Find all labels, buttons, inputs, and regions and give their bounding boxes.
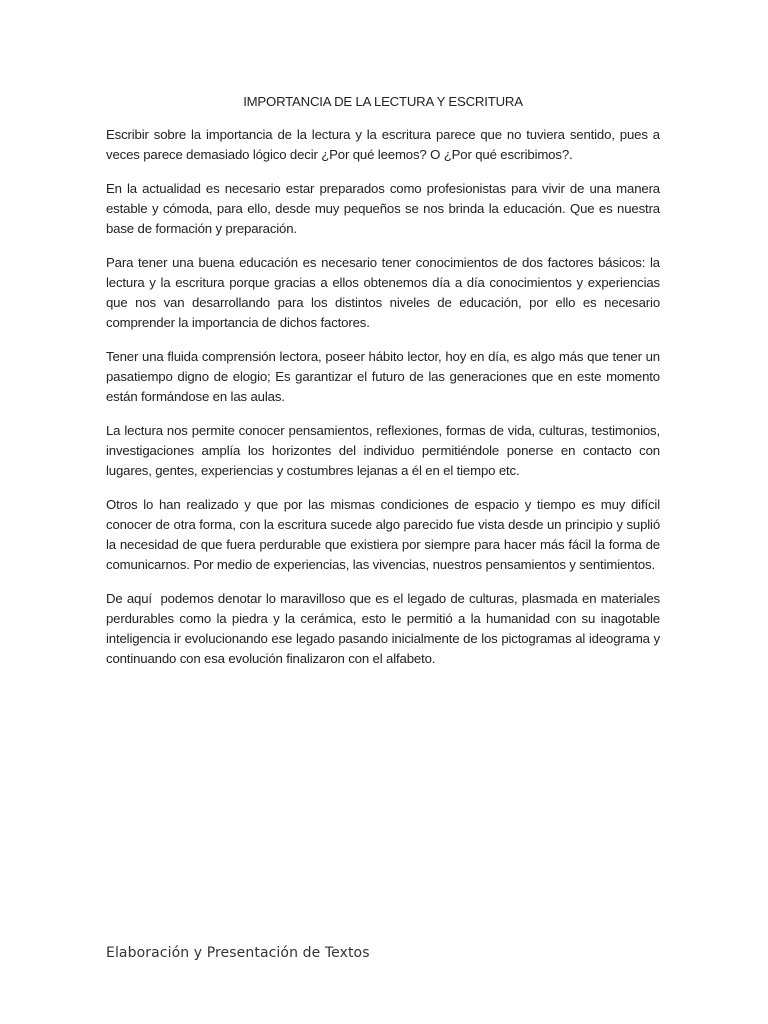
paragraph-7: De aquí podemos denotar lo maravilloso que es el legado de culturas, plasmada en materiales perdurables como la piedra y la cerámica, esto le permitió a la humanidad con su inagotable inteligencia ir evolucionando ese legado pasando inicialmente de los pictogramas al ideograma y continuando con esa evolución finalizaron con el alfabeto.: [106, 591, 664, 666]
paragraph-6: Otros lo han realizado y que por las mismas condiciones de espacio y tiempo es muy difícil conocer de otra forma, con la escritura sucede algo parecido fue vista desde un principio y suplió la necesidad de que fuera perdurable que existiera por siempre para hacer más fácil la forma de comunicarnos. Por medio de experiencias, las vivencias, nuestros pensamientos y sentimientos.: [106, 497, 660, 572]
paragraph-4: Tener una fluida comprensión lectora, poseer hábito lector, hoy en día, es algo más que tener un pasatiempo digno de elogio; Es garantizar el futuro de las generaciones que en este momento están formándose en las aulas.: [106, 349, 660, 404]
paragraph-1: Escribir sobre la importancia de la lectura y la escritura parece que no tuviera sentido, pues a veces parece demasiado lógico decir ¿Por qué leemos? O ¿Por qué escribimos?.: [106, 127, 660, 162]
page-footer: Elaboración y Presentación de Textos: [106, 945, 370, 961]
paragraph-5: La lectura nos permite conocer pensamientos, reflexiones, formas de vida, culturas, testimonios, investigaciones amplía los horizontes del individuo permitiéndole ponerse en contacto con lugares, gentes, experiencias y costumbres lejanas a él en el tiempo etc.: [106, 423, 660, 478]
paragraph-2: En la actualidad es necesario estar preparados como profesionistas para vivir de una manera estable y cómoda, para ello, desde muy pequeños se nos brinda la educación. Que es nuestra base de formación y preparación.: [106, 181, 660, 236]
document-title: IMPORTANCIA DE LA LECTURA Y ESCRITURA: [243, 94, 523, 109]
paragraph-3: Para tener una buena educación es necesario tener conocimientos de dos factores básicos: la lectura y la escritura porque gracias a ellos obtenemos día a día conocimientos y experiencias que nos van desarrollando para los distintos niveles de educación, por ello es necesario comprender la importancia de dichos factores.: [106, 255, 660, 330]
document-body: [106, 92, 664, 683]
